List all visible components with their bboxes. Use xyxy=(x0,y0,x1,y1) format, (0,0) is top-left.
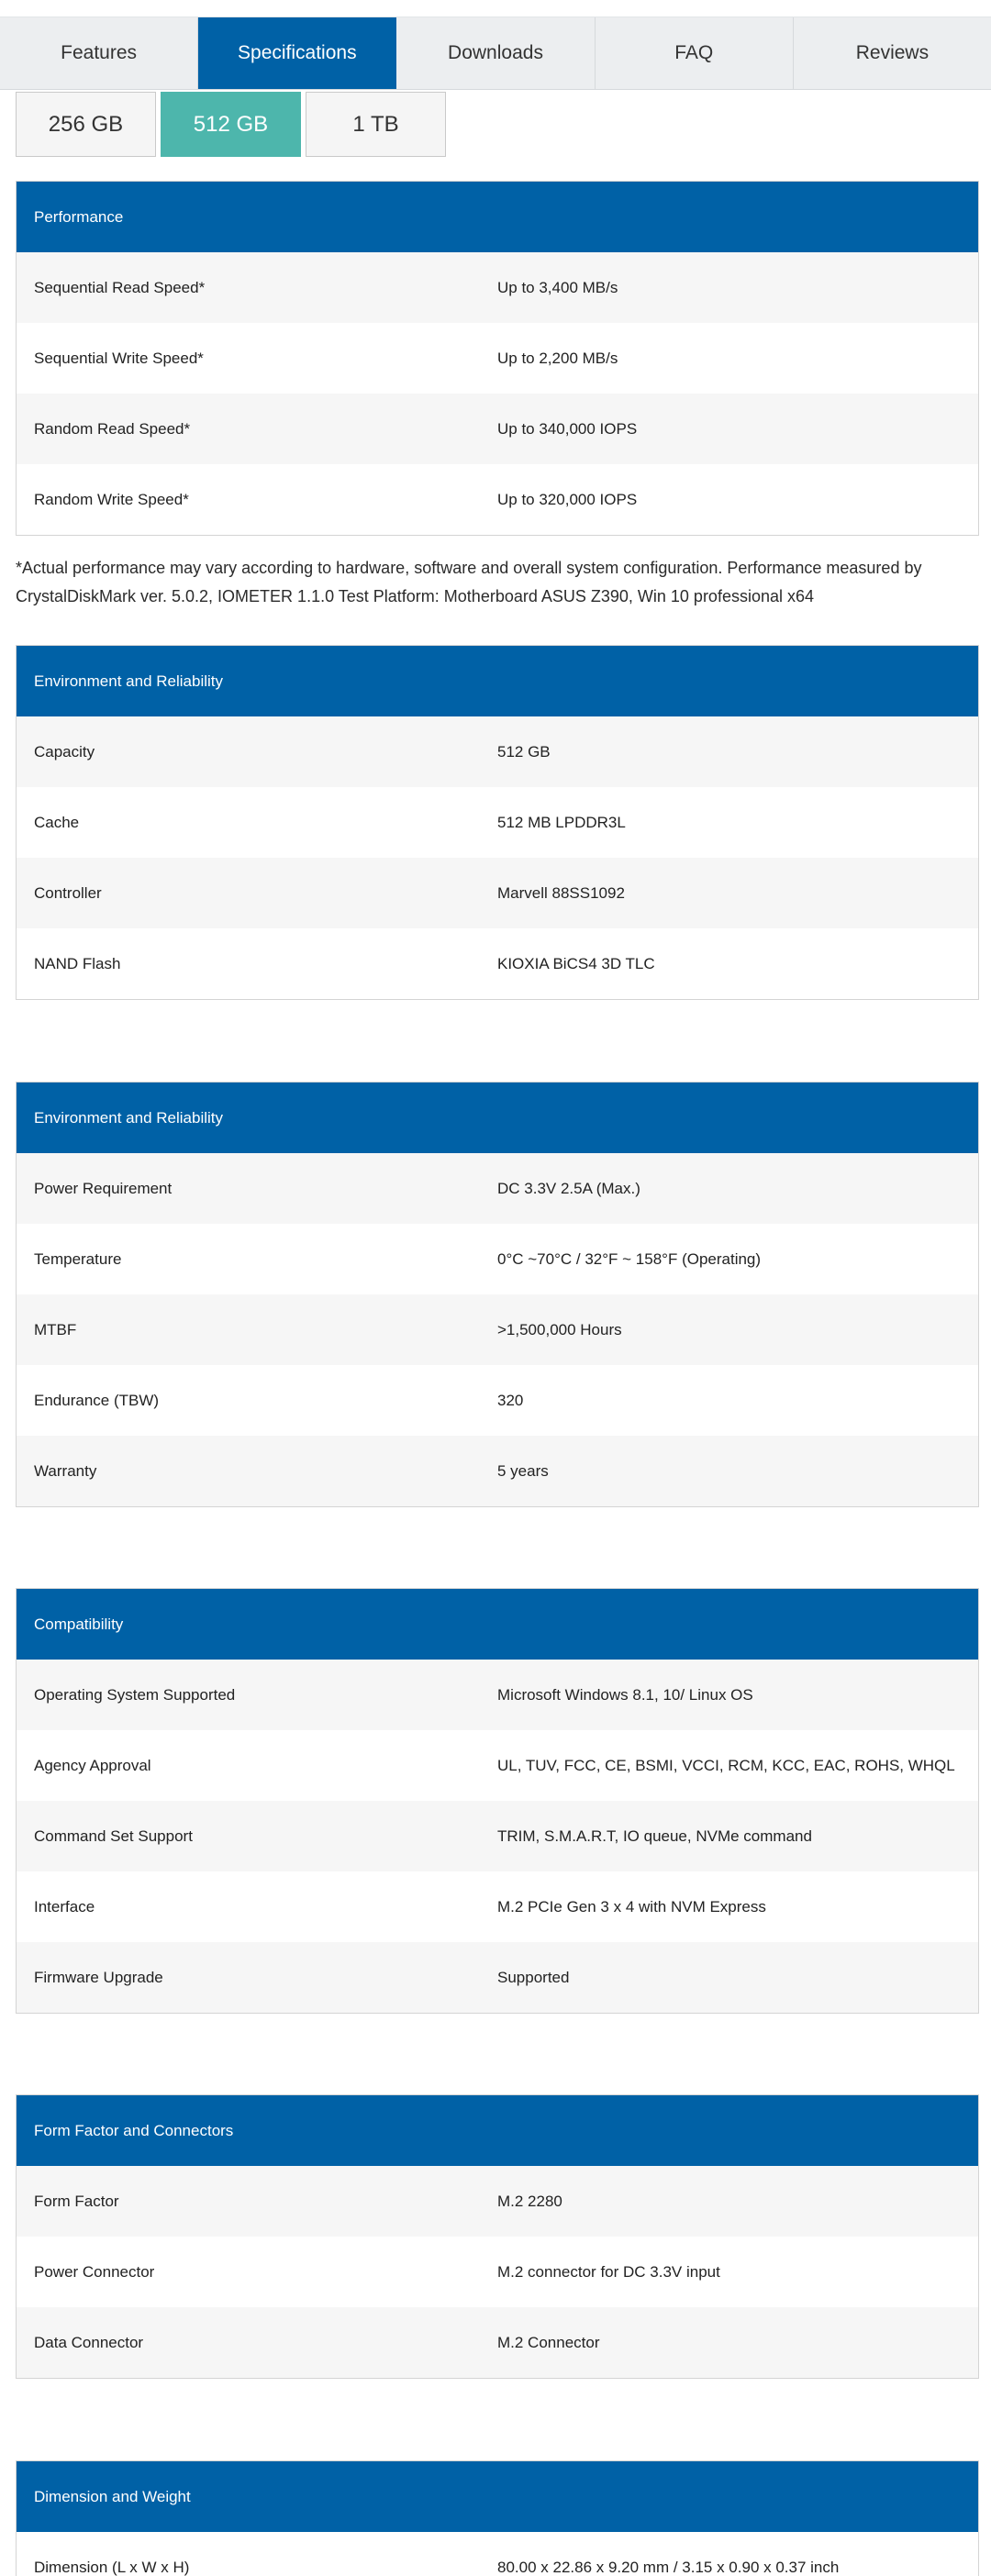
table-row xyxy=(17,1153,978,1224)
spec-value: Up to 340,000 IOPS xyxy=(497,419,638,438)
table-row xyxy=(17,252,978,323)
spec-value: M.2 PCIe Gen 3 x 4 with NVM Express xyxy=(497,1897,766,1915)
spec-label: Interface xyxy=(34,1897,95,1915)
spec-label: Controller xyxy=(34,883,102,902)
table-row xyxy=(17,1871,978,1942)
table-row xyxy=(17,1730,978,1801)
capacity-option-512gb[interactable]: 512 GB xyxy=(161,92,301,157)
spec-label: Endurance (TBW) xyxy=(34,1391,160,1409)
table-row xyxy=(17,323,978,394)
table-row xyxy=(17,928,978,999)
table-row xyxy=(17,1801,978,1871)
table-row xyxy=(17,1436,978,1506)
dimension-table xyxy=(16,2460,979,2576)
spec-value: M.2 connector for DC 3.3V input xyxy=(497,2262,720,2281)
table-row xyxy=(17,787,978,858)
spec-label: Operating System Supported xyxy=(34,1685,236,1704)
spec-label: Warranty xyxy=(34,1461,97,1480)
hardware-table xyxy=(16,645,979,1000)
table-header: Performance xyxy=(17,182,978,252)
table-row xyxy=(17,1224,978,1294)
tab-faq[interactable]: FAQ xyxy=(596,17,794,89)
table-row xyxy=(17,2532,978,2576)
spec-label: Capacity xyxy=(34,742,95,761)
compatibility-table xyxy=(16,1588,979,2014)
capacity-option-1tb[interactable]: 1 TB xyxy=(306,92,446,157)
spec-value: 512 MB LPDDR3L xyxy=(497,813,626,831)
table-row xyxy=(17,1942,978,2013)
table-row xyxy=(17,464,978,535)
table-header: Compatibility xyxy=(17,1589,978,1660)
spec-label: Random Write Speed* xyxy=(34,490,189,508)
tab-features[interactable]: Features xyxy=(0,17,198,89)
spec-value: KIOXIA BiCS4 3D TLC xyxy=(497,954,655,972)
spec-value: Marvell 88SS1092 xyxy=(497,883,625,902)
tab-downloads[interactable]: Downloads xyxy=(396,17,595,89)
spec-value: >1,500,000 Hours xyxy=(497,1320,622,1338)
spec-label: Data Connector xyxy=(34,2333,144,2351)
spec-value: Up to 320,000 IOPS xyxy=(497,490,638,508)
spec-value: 320 xyxy=(497,1391,524,1409)
spec-label: Command Set Support xyxy=(34,1827,193,1845)
spec-label: Agency Approval xyxy=(34,1756,151,1774)
form-factor-table xyxy=(16,2094,979,2379)
spec-value: M.2 Connector xyxy=(497,2333,600,2351)
spec-label: NAND Flash xyxy=(34,954,121,972)
spec-label: Sequential Write Speed* xyxy=(34,349,204,367)
environment-table xyxy=(16,1082,979,1507)
table-row xyxy=(17,1365,978,1436)
spec-label: Form Factor xyxy=(34,2192,119,2210)
tab-specifications[interactable]: Specifications xyxy=(198,17,396,89)
spec-value: Supported xyxy=(497,1968,570,1986)
tab-reviews[interactable]: Reviews xyxy=(855,42,930,63)
spec-label: Temperature xyxy=(34,1249,122,1268)
spec-label: Power Requirement xyxy=(34,1179,173,1197)
table-row xyxy=(17,1294,978,1365)
table-row xyxy=(17,858,978,928)
table-row xyxy=(17,394,978,464)
spec-value: Up to 3,400 MB/s xyxy=(497,278,618,296)
spec-value: 80.00 x 22.86 x 9.20 mm / 3.15 x 0.90 x 0.37 inch xyxy=(497,2558,840,2576)
table-row xyxy=(17,1660,978,1730)
table-header: Environment and Reliability xyxy=(17,646,978,716)
spec-label: Firmware Upgrade xyxy=(34,1968,163,1986)
performance-footnote: *Actual performance may vary according to hardware, software and overall system configuration. Performance measured by CrystalDiskMark ver. 5.0.2, IOMETER 1.1.0 Test Platform: Motherboard ASUS Z390, Win 10 professional x64 xyxy=(16,559,922,605)
table-row xyxy=(17,2307,978,2378)
spec-value: 512 GB xyxy=(497,742,551,761)
product-tabs xyxy=(0,17,991,90)
table-row xyxy=(17,2237,978,2307)
performance-table xyxy=(16,181,979,536)
capacity-selector xyxy=(16,92,446,157)
capacity-option-256gb[interactable]: 256 GB xyxy=(16,92,156,157)
table-row xyxy=(17,2166,978,2237)
spec-label: Dimension (L x W x H) xyxy=(34,2558,190,2576)
table-header: Dimension and Weight xyxy=(17,2461,978,2532)
spec-value: UL, TUV, FCC, CE, BSMI, VCCI, RCM, KCC, EAC, ROHS, WHQL xyxy=(497,1756,955,1774)
spec-value: M.2 2280 xyxy=(497,2192,562,2210)
spec-value: Up to 2,200 MB/s xyxy=(497,349,618,367)
spec-label: Power Connector xyxy=(34,2262,155,2281)
spec-value: Microsoft Windows 8.1, 10/ Linux OS xyxy=(497,1685,753,1704)
spec-label: Sequential Read Speed* xyxy=(34,278,206,296)
spec-label: MTBF xyxy=(34,1320,77,1338)
spec-value: TRIM, S.M.A.R.T, IO queue, NVMe command xyxy=(497,1827,812,1845)
spec-value: 0°C ~70°C / 32°F ~ 158°F (Operating) xyxy=(497,1249,762,1268)
spec-value: 5 years xyxy=(497,1461,549,1480)
spec-label: Cache xyxy=(34,813,80,831)
table-header: Environment and Reliability xyxy=(17,1083,978,1153)
table-row xyxy=(17,716,978,787)
spec-value: DC 3.3V 2.5A (Max.) xyxy=(497,1179,640,1197)
spec-label: Random Read Speed* xyxy=(34,419,191,438)
table-header: Form Factor and Connectors xyxy=(17,2095,978,2166)
